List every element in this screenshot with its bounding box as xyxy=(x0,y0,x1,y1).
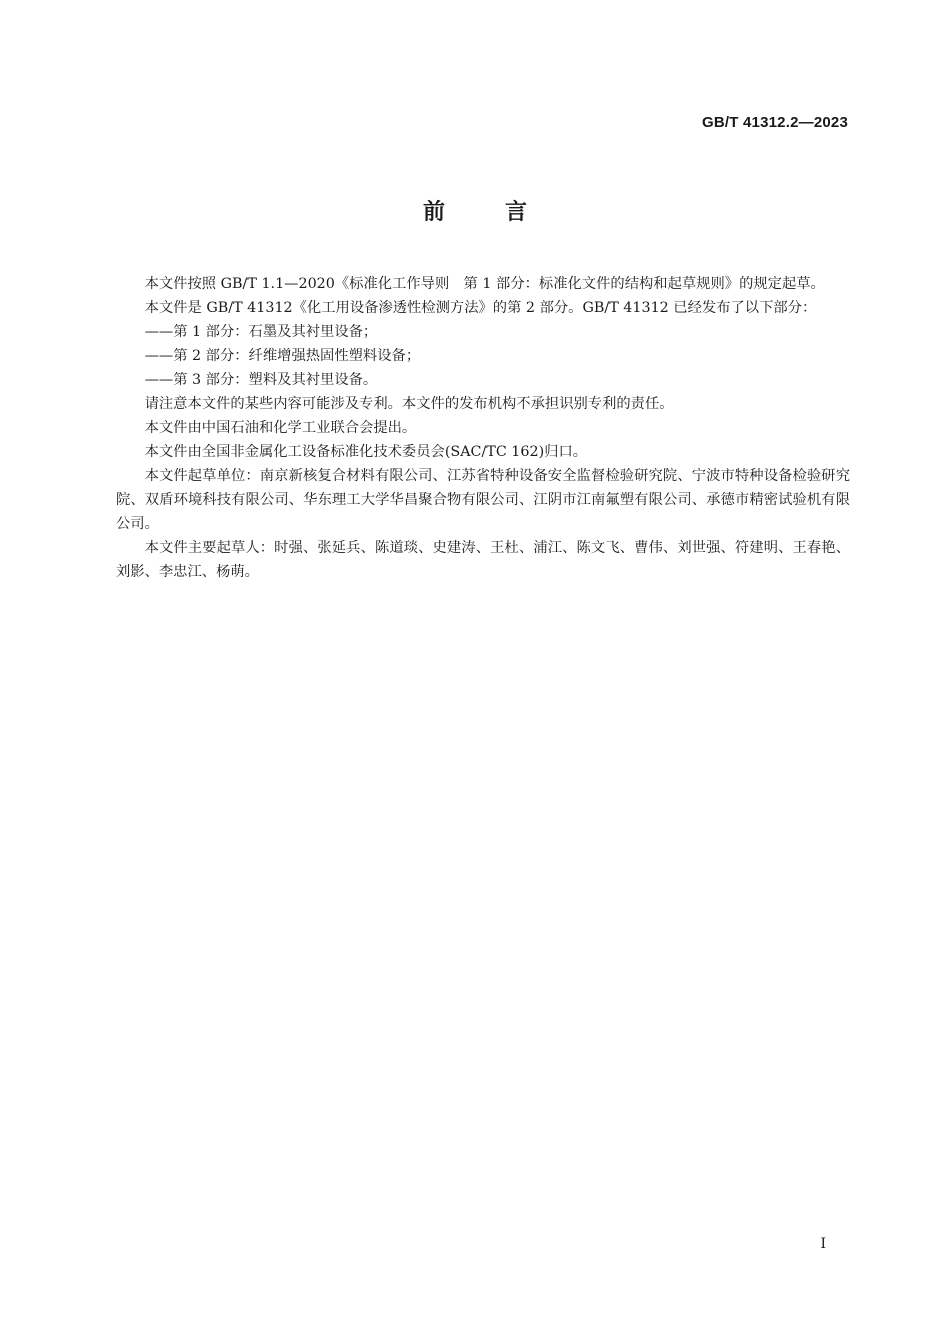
page-number: I xyxy=(820,1236,826,1252)
paragraph-committee: 本文件由全国非金属化工设备标准化技术委员会(SAC/TC 162)归口。 xyxy=(144,444,588,460)
paragraph-proposer: 本文件由中国石油和化学工业联合会提出。 xyxy=(144,420,417,436)
paragraph-drafting-rules: 本文件按照 GB/T 1.1—2020《标准化工作导则 第 1 部分：标准化文件的结构和起草规则》的规定起草。 xyxy=(144,276,825,292)
paragraph-patent-notice: 请注意本文件的某些内容可能涉及专利。本文件的发布机构不承担识别专利的责任。 xyxy=(144,396,674,412)
paragraph-drafting-units: 本文件起草单位：南京新核复合材料有限公司、江苏省特种设备安全监督检验研究院、宁波市特种设备检验研究院、双盾环境科技有限公司、华东理工大学华昌聚合物有限公司、江阴市江南氟塑有限公司、承德市精密试验机有限公司。 xyxy=(116,468,850,532)
list-item-part-2: ——第 2 部分：纤维增强热固性塑料设备； xyxy=(144,348,421,364)
list-item-part-1: ——第 1 部分：石墨及其衬里设备； xyxy=(144,324,378,340)
list-item-part-3: ——第 3 部分：塑料及其衬里设备。 xyxy=(144,372,378,388)
paragraph-series-info: 本文件是 GB/T 41312《化工用设备渗透性检测方法》的第 2 部分。GB/T 41312 已经发布了以下部分： xyxy=(144,300,817,316)
standard-number: GB/T 41312.2—2023 xyxy=(702,114,848,131)
page-title: 前言 xyxy=(422,200,587,225)
paragraph-drafters: 本文件主要起草人：时强、张延兵、陈道琰、史建涛、王杜、浦江、陈文飞、曹伟、刘世强、符建明、王春艳、刘影、李忠江、杨萌。 xyxy=(116,540,850,580)
foreword-body xyxy=(116,272,850,584)
